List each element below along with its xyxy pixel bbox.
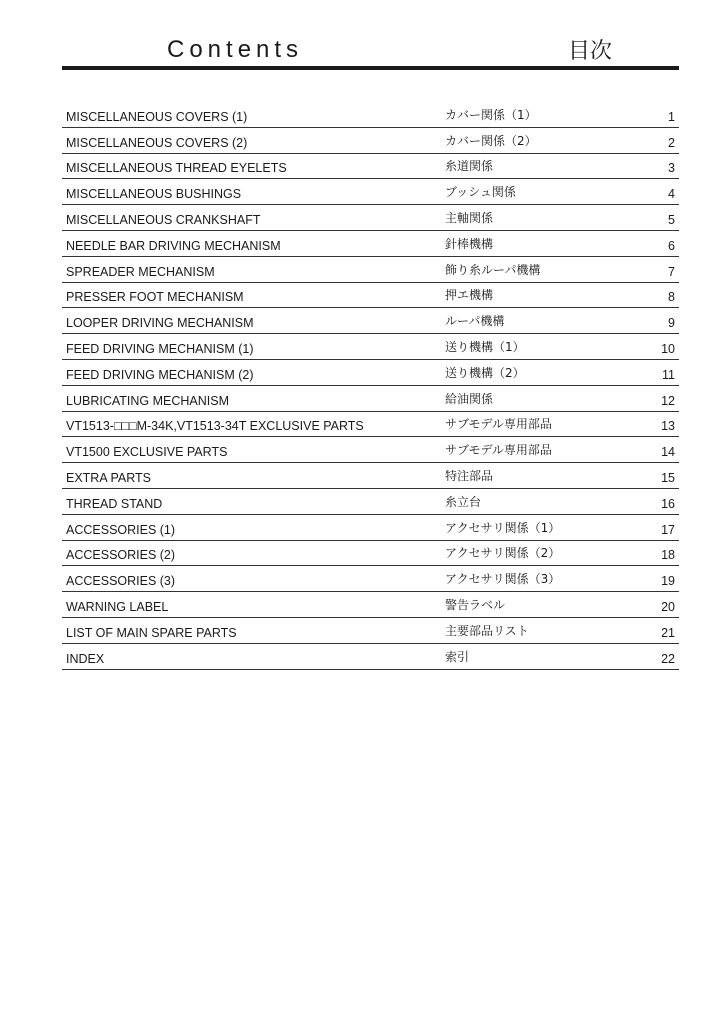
page-title: Contents <box>167 36 304 63</box>
toc-row[interactable] <box>62 102 679 128</box>
toc-row[interactable] <box>62 412 679 438</box>
toc-row[interactable] <box>62 179 679 205</box>
toc-row[interactable] <box>62 257 679 283</box>
toc-page-number: 14 <box>661 445 675 460</box>
toc-title-japanese: 給油関係 <box>445 391 494 406</box>
toc-page-number: 5 <box>668 212 675 227</box>
toc-title-english: THREAD STAND <box>66 496 163 511</box>
toc-title-japanese: 特注部品 <box>445 468 494 483</box>
toc-row[interactable] <box>62 231 679 257</box>
toc-title-japanese: アクセサリ関係（2） <box>445 546 561 561</box>
toc-title-english: SPREADER MECHANISM <box>66 264 215 279</box>
toc-title-japanese: 糸立台 <box>445 494 482 509</box>
toc-row[interactable] <box>62 489 679 515</box>
toc-page-number: 12 <box>661 393 675 408</box>
toc-page-number: 3 <box>668 161 675 176</box>
toc-row[interactable] <box>62 334 679 360</box>
toc-title-english: LIST OF MAIN SPARE PARTS <box>66 625 237 640</box>
toc-page-number: 15 <box>661 470 675 485</box>
toc-page-number: 2 <box>668 135 675 150</box>
page-title-japanese: 目次 <box>568 39 613 64</box>
toc-row[interactable] <box>62 463 679 489</box>
toc-page-number: 9 <box>668 316 675 331</box>
toc-title-japanese: 針棒機構 <box>445 236 494 251</box>
toc-title-english: WARNING LABEL <box>66 599 169 614</box>
toc-row[interactable] <box>62 515 679 541</box>
toc-page-number: 17 <box>661 522 675 537</box>
toc-row[interactable] <box>62 437 679 463</box>
toc-title-english: EXTRA PARTS <box>66 470 151 485</box>
toc-page-number: 1 <box>668 109 675 124</box>
toc-row[interactable] <box>62 644 679 670</box>
toc-page-number: 6 <box>668 238 675 253</box>
toc-title-japanese: 送り機構（1） <box>445 339 525 354</box>
toc-title-japanese: 押エ機構 <box>445 288 494 303</box>
page-header <box>62 30 679 70</box>
toc-page-number: 7 <box>668 264 675 279</box>
toc-title-english: LUBRICATING MECHANISM <box>66 393 229 408</box>
toc-page-number: 20 <box>661 599 675 614</box>
toc-title-japanese: カバー関係（1） <box>445 107 537 122</box>
table-of-contents <box>62 102 679 670</box>
toc-title-japanese: アクセサリ関係（3） <box>445 572 561 587</box>
toc-title-japanese: 警告ラベル <box>445 597 506 612</box>
toc-row[interactable] <box>62 618 679 644</box>
toc-title-english: FEED DRIVING MECHANISM (2) <box>66 367 254 382</box>
toc-title-english: ACCESSORIES (2) <box>66 548 176 563</box>
toc-title-english: MISCELLANEOUS BUSHINGS <box>66 187 242 202</box>
toc-title-japanese: 索引 <box>445 649 470 664</box>
toc-page-number: 13 <box>661 419 675 434</box>
toc-page-number: 21 <box>661 625 675 640</box>
toc-row[interactable] <box>62 360 679 386</box>
toc-title-japanese: 主要部品リスト <box>445 623 529 638</box>
toc-row[interactable] <box>62 154 679 180</box>
toc-title-english: VT1500 EXCLUSIVE PARTS <box>66 445 228 460</box>
toc-page-number: 18 <box>661 548 675 563</box>
toc-title-english: MISCELLANEOUS THREAD EYELETS <box>66 161 287 176</box>
toc-title-japanese: 送り機構（2） <box>445 365 525 380</box>
toc-page-number: 19 <box>661 574 675 589</box>
toc-row[interactable] <box>62 592 679 618</box>
toc-row[interactable] <box>62 283 679 309</box>
toc-title-english: MISCELLANEOUS CRANKSHAFT <box>66 212 261 227</box>
toc-title-english: NEEDLE BAR DRIVING MECHANISM <box>66 238 281 253</box>
toc-title-japanese: アクセサリ関係（1） <box>445 520 561 535</box>
toc-title-japanese: 糸道関係 <box>445 159 494 174</box>
toc-title-english: PRESSER FOOT MECHANISM <box>66 290 244 305</box>
toc-page-number: 16 <box>661 496 675 511</box>
toc-title-japanese: 飾り糸ルーパ機構 <box>445 262 541 277</box>
toc-row[interactable] <box>62 128 679 154</box>
toc-row[interactable] <box>62 566 679 592</box>
toc-title-english: ACCESSORIES (1) <box>66 522 176 537</box>
toc-title-english: ACCESSORIES (3) <box>66 574 176 589</box>
toc-title-english: INDEX <box>66 651 105 666</box>
toc-title-english: MISCELLANEOUS COVERS (1) <box>66 109 248 124</box>
toc-row[interactable] <box>62 541 679 567</box>
toc-row[interactable] <box>62 308 679 334</box>
toc-row[interactable] <box>62 386 679 412</box>
toc-title-english: FEED DRIVING MECHANISM (1) <box>66 341 254 356</box>
toc-row[interactable] <box>62 205 679 231</box>
toc-title-japanese: ルーパ機構 <box>445 314 505 329</box>
toc-page-number: 4 <box>668 187 675 202</box>
toc-title-japanese: 主軸関係 <box>445 210 494 225</box>
toc-page-number: 10 <box>661 341 675 356</box>
toc-title-japanese: ブッシュ関係 <box>445 185 516 200</box>
toc-title-english: MISCELLANEOUS COVERS (2) <box>66 135 248 150</box>
toc-page-number: 8 <box>668 290 675 305</box>
toc-title-japanese: カバー関係（2） <box>445 133 537 148</box>
toc-title-japanese: サブモデル専用部品 <box>445 443 552 458</box>
toc-page-number: 11 <box>662 367 675 382</box>
toc-title-japanese: サブモデル専用部品 <box>445 417 552 432</box>
toc-page-number: 22 <box>661 651 675 666</box>
header-rule <box>62 66 679 70</box>
toc-title-english: LOOPER DRIVING MECHANISM <box>66 316 254 331</box>
toc-title-english: VT1513-□□□M-34K,VT1513-34T EXCLUSIVE PARTS <box>66 419 364 434</box>
